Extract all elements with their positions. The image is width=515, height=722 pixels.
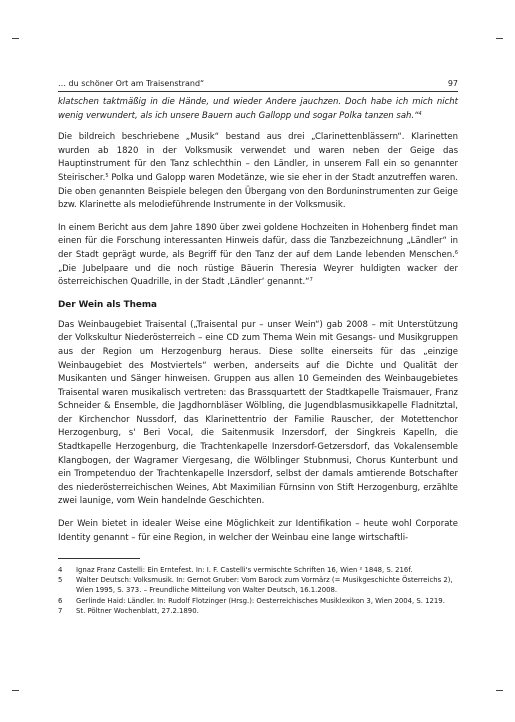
paragraph-3: Das Weinbaugebiet Traisental („Traisental pur – unser Wein“) gab 2008 – mit Unterstützung der Volkskultur Niederösterreich – eine CD zum Thema Wein mit Gesangs- und Musikgruppen aus der Region um Herzogenburg heraus. Diese sollte einerseits für das „einzige Weinbaugebiet des Mostviertels“ werben, anderseits auf die Dichte und Qualität der Musikanten und Sänger hinweisen. Gruppen aus allen 10 Gemeinden des Weinbaugebietes Traisental waren musikalisch vertreten: das Brassquartett der Stadtkapelle Traismauer, Franz Schneider & Ensemble, die Jagdhornbläser Wölbling, die Jugendblasmusikkapelle Fladnitztal, der Kirchenchor Nussdorf, das Klarinettentrio der Familie Rauscher, der Motettenchor Herzogenburg, s' Beri Vocal, die Saitenmusik Inzersdorf, der Singkreis Kapelln, die Stadtkapelle Herzogenburg, die Trachtenkapelle Inzersdorf-Getzersdorf, das Vokalensemble Klangbogen, der Wagramer Viergesang, die Wölblinger Stubnmusi, Chorus Kunterbunt und ein Trompetenduo der Trachtenkapelle Inzersdorf, selbst der damals amtierende Botschafter des niederösterreichischen Weines, Abt Maximilian Fürnsinn von Stift Herzogenburg, erzählte zwei launige, vom Wein handelnde Geschichten.	[58, 319, 458, 507]
crop-mark-top-left	[12, 38, 19, 39]
crop-mark-bottom-left	[12, 690, 19, 691]
paragraph-1	[58, 131, 458, 213]
footnote-ref: 6	[454, 249, 458, 256]
footnote-ref: 5	[105, 172, 109, 179]
book-page	[58, 78, 458, 616]
footnote-text: St. Pöltner Wochenblatt, 27.2.1890.	[76, 606, 199, 615]
page-number: 97	[447, 79, 458, 88]
footnote-number: 5	[58, 576, 63, 585]
footnote-7	[58, 606, 458, 616]
paragraph-2-text-a: In einem Bericht aus dem Jahre 1890 über zwei goldene Hochzeiten in Hohenberg findet man einen für die Forschung interessanten Hinweis dafür, dass die Tanzbezeichnung „Ländler“ in der Stadt geprägt wurde, als Begriff für den Tanz der auf dem Lande lebenden Menschen.	[58, 222, 458, 260]
footnote-ref: 4	[418, 110, 422, 117]
footnote-text: Gerlinde Haid: Ländler. In: Rudolf Flotzinger (Hrsg.): Oesterreichisches Musiklexikon 3, Wien 2004, S. 1219.	[76, 596, 445, 605]
footnote-6	[58, 596, 458, 606]
footnote-divider	[58, 558, 140, 559]
paragraph-1-text-b: Polka und Galopp waren Modetänze, wie sie eher in der Stadt anzutreffen waren. Die oben genannten Beispiele belegen den Übergang von den Borduninstrumenten zur Geige bzw. Klarinette als melodieführende Instrumente in der Volksmusik.	[58, 172, 458, 211]
footnote-4	[58, 565, 458, 575]
footnote-5	[58, 575, 458, 595]
footnote-number: 6	[58, 596, 63, 605]
footnote-text: Walter Deutsch: Volksmusik. In: Gernot Gruber: Vom Barock zum Vormärz (= Musikgeschichte Österreichs 2), Wien 1995, S. 373. – Freundliche Mitteilung von Walter Deutsch, 16.1.2008.	[76, 576, 453, 595]
running-header	[58, 78, 458, 92]
paragraph-2-text-b: „Die Jubelpaare und die noch rüstige Bäuerin Theresia Weyrer huldigten wacker der österreichischen Quadrille, in der Stadt ‚Ländler‘ genannt.“	[58, 263, 458, 288]
crop-mark-bottom-right	[496, 690, 503, 691]
quote-paragraph	[58, 96, 458, 123]
section-heading: Der Wein als Thema	[58, 299, 157, 310]
footnote-number: 7	[58, 606, 63, 615]
footnote-text: Ignaz Franz Castelli: Ein Erntefest. In: I. F. Castelli's vermischte Schriften 16, Wien ² 1848, S. 216f.	[76, 566, 413, 575]
paragraph-4: Der Wein bietet in idealer Weise eine Möglichkeit zur Identifikation – heute wohl Corporate Identity genannt – für eine Region, in welcher der Weinbau eine lange wirtschaftli-	[58, 519, 458, 543]
crop-mark-top-right	[496, 38, 503, 39]
footnote-ref: 7	[309, 277, 313, 284]
running-title: … du schöner Ort am Traisenstrand“	[58, 79, 205, 88]
footnote-number: 4	[58, 566, 63, 575]
paragraph-1-text-a: Die bildreich beschriebene „Musik“ bestand aus drei „Clarinettenblässern“. Klarinetten wurden ab 1820 in der Volksmusik verwendet und waren neben der Geige das Hauptinstrument für den Tanz schlechthin – den Ländler, in unserem Fall ein so genannter Steirischer.	[58, 132, 458, 183]
quote-text: klatschen taktmäßig in die Hände, und wieder Andere jauchzen. Doch habe ich mich nicht wenig verwundert, als ich unsere Bauern auch Gallopp und sogar Polka tanzen sah.“	[58, 97, 458, 121]
paragraph-2	[58, 222, 458, 290]
footnotes	[58, 565, 458, 616]
